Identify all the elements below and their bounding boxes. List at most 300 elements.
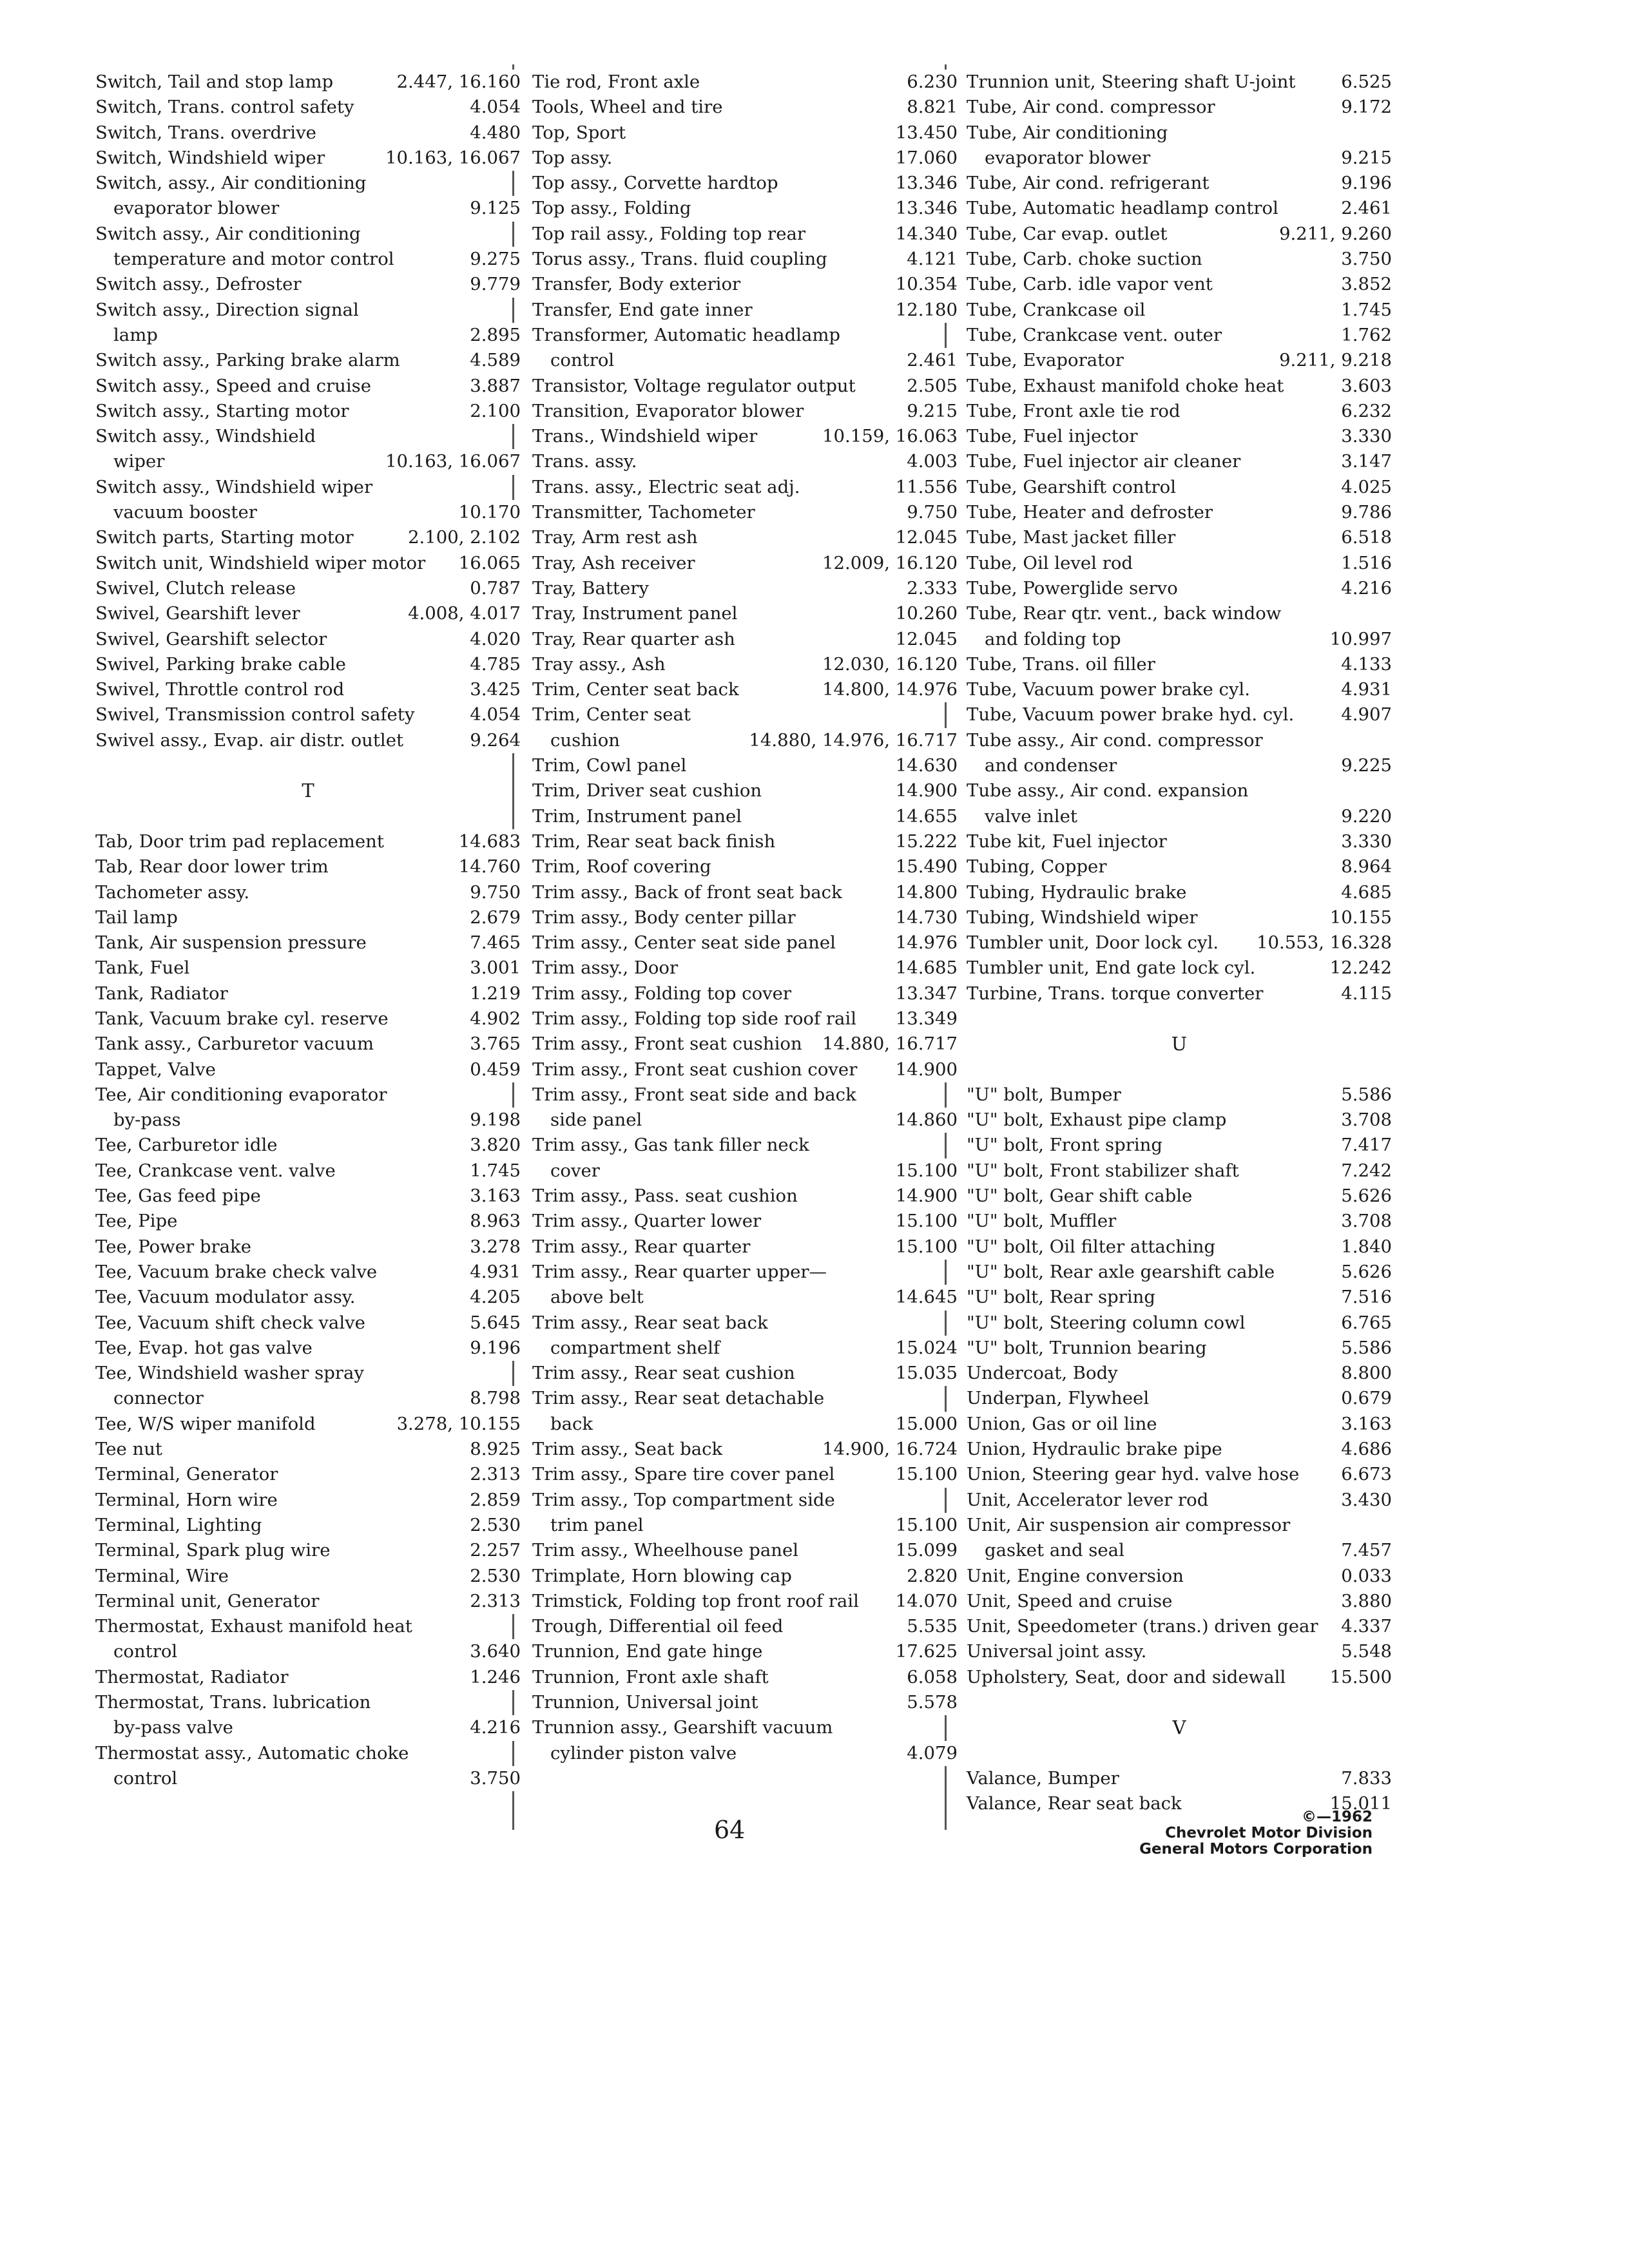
index-entry <box>532 95 958 120</box>
entry-reference: 4.785 <box>466 652 521 677</box>
index-entry-continuation <box>532 1336 958 1361</box>
entry-reference: 3.852 <box>1337 272 1392 297</box>
entry-term: Tube, Heater and defroster <box>967 502 1213 523</box>
entry-term: Trunnion, Front axle shaft <box>532 1666 769 1687</box>
entry-term: Trim, Cowl panel <box>532 755 687 776</box>
index-entry <box>95 1614 521 1639</box>
entry-reference: 10.155 <box>1326 905 1392 930</box>
entry-reference: 7.457 <box>1337 1538 1392 1563</box>
entry-reference: 9.198 <box>466 1108 521 1133</box>
entry-reference: 1.246 <box>466 1665 521 1690</box>
index-column-2 <box>532 70 958 1766</box>
entry-reference: 14.900 <box>892 778 958 803</box>
index-entry <box>967 272 1392 297</box>
index-entry <box>95 348 521 373</box>
index-entry <box>967 70 1392 95</box>
entry-reference: 5.535 <box>903 1614 958 1639</box>
entry-reference: 3.330 <box>1337 829 1392 854</box>
index-entry-continuation <box>95 1386 521 1411</box>
index-entry <box>532 829 958 854</box>
entry-term: Tank, Vacuum brake cyl. reserve <box>95 1008 389 1029</box>
index-entry <box>532 1184 958 1209</box>
entry-reference: 9.172 <box>1337 95 1392 120</box>
entry-term: Trim assy., Folding top side roof rail <box>532 1008 857 1029</box>
entry-reference: 14.685 <box>892 956 958 981</box>
entry-reference: 15.000 <box>892 1412 958 1437</box>
entry-term: Terminal, Wire <box>95 1565 229 1586</box>
entry-reference: 2.461 <box>1337 196 1392 221</box>
index-entry <box>967 1336 1392 1361</box>
index-entry <box>95 1513 521 1538</box>
entry-reference: 15.024 <box>892 1336 958 1361</box>
entry-reference: 15.222 <box>892 829 958 854</box>
entry-term: Terminal, Generator <box>95 1464 278 1485</box>
entry-term: Tee, Carburetor idle <box>95 1135 278 1156</box>
entry-reference: 14.800, 14.976 <box>818 677 958 702</box>
index-entry <box>967 449 1392 474</box>
entry-reference: 5.645 <box>466 1311 521 1336</box>
entry-reference: 4.054 <box>466 95 521 120</box>
entry-term: Trim, Instrument panel <box>532 805 742 827</box>
entry-reference: 4.008, 4.017 <box>404 601 521 626</box>
index-entry-continuation <box>95 247 521 272</box>
entry-term: Tachometer assy. <box>95 881 250 903</box>
index-entry <box>95 1235 521 1260</box>
index-entry <box>95 1564 521 1589</box>
entry-term: Tie rod, Front axle <box>532 72 700 92</box>
index-entry <box>967 525 1392 550</box>
index-entry <box>95 1209 521 1234</box>
index-entry <box>967 1513 1392 1538</box>
entry-reference: 4.902 <box>466 1006 521 1032</box>
entry-reference: 6.058 <box>903 1665 958 1690</box>
spacer <box>967 1057 1392 1082</box>
entry-term: Thermostat, Exhaust manifold heat <box>95 1616 412 1637</box>
entry-reference: 1.745 <box>1337 298 1392 323</box>
entry-term: Valance, Bumper <box>967 1767 1119 1789</box>
entry-reference: 0.679 <box>1337 1386 1392 1411</box>
entry-reference: 14.645 <box>892 1285 958 1310</box>
index-entry <box>967 1412 1392 1437</box>
entry-term: Union, Gas or oil line <box>967 1413 1157 1434</box>
entry-term: Tray assy., Ash <box>532 653 666 675</box>
index-entry <box>95 1690 521 1715</box>
index-entry <box>95 1184 521 1209</box>
index-entry <box>95 1158 521 1184</box>
entry-reference: 17.060 <box>892 146 958 171</box>
index-entry <box>967 196 1392 221</box>
entry-term: back <box>550 1413 593 1434</box>
entry-reference: 10.354 <box>892 272 958 297</box>
entry-reference: 8.800 <box>1337 1361 1392 1386</box>
entry-term: Trunnion assy., Gearshift vacuum <box>532 1717 833 1738</box>
entry-term: Tray, Instrument panel <box>532 603 738 624</box>
index-entry-continuation <box>967 627 1392 652</box>
entry-term: Top assy., Folding <box>532 198 691 219</box>
entry-reference: 4.931 <box>1337 677 1392 702</box>
entry-term: cover <box>550 1160 600 1181</box>
entry-term: Tail lamp <box>95 907 178 928</box>
entry-term: wiper <box>113 451 165 472</box>
entry-term: valve inlet <box>985 805 1077 827</box>
entry-term: Thermostat, Radiator <box>95 1666 289 1687</box>
index-entry <box>532 1386 958 1411</box>
spacer <box>95 753 521 778</box>
entry-term: evaporator blower <box>985 147 1151 168</box>
entry-term: Universal joint assy. <box>967 1641 1147 1662</box>
entry-term: Thermostat, Trans. lubrication <box>95 1692 371 1713</box>
entry-reference: 2.820 <box>903 1564 958 1589</box>
index-entry <box>532 1488 958 1513</box>
entry-term: Trim, Driver seat cushion <box>532 780 762 802</box>
index-entry <box>532 854 958 879</box>
entry-reference: 9.196 <box>1337 171 1392 196</box>
entry-term: Tube, Carb. idle vapor vent <box>967 274 1213 295</box>
index-entry <box>967 880 1392 905</box>
entry-term: Tube, Car evap. outlet <box>967 223 1168 244</box>
index-entry <box>967 424 1392 449</box>
entry-reference: 15.100 <box>892 1513 958 1538</box>
entry-term: Tubing, Copper <box>967 856 1107 878</box>
entry-term: Tube, Trans. oil filler <box>967 653 1155 675</box>
section-letter-heading: V <box>1172 1716 1186 1739</box>
entry-term: Tee, Vacuum shift check valve <box>95 1312 365 1333</box>
entry-term: "U" bolt, Bumper <box>967 1084 1121 1105</box>
index-entry <box>967 1311 1392 1336</box>
entry-reference: 3.765 <box>466 1032 521 1057</box>
entry-reference: 14.900, 16.724 <box>818 1437 958 1462</box>
index-entry <box>532 222 958 247</box>
entry-term: Tube assy., Air cond. expansion <box>967 780 1249 802</box>
index-entry <box>95 652 521 677</box>
entry-reference: 4.337 <box>1337 1614 1392 1639</box>
entry-reference: 3.278, 10.155 <box>393 1412 521 1437</box>
entry-reference: 12.242 <box>1326 956 1392 981</box>
entry-term: Tube, Vacuum power brake cyl. <box>967 679 1250 700</box>
entry-reference: 14.900 <box>892 1184 958 1209</box>
entry-reference: 10.163, 16.067 <box>381 449 521 474</box>
index-entry <box>532 1057 958 1082</box>
entry-term: Trim assy., Pass. seat cushion <box>532 1186 798 1207</box>
entry-term: Tank, Air suspension pressure <box>95 932 367 954</box>
entry-term: Switch assy., Starting motor <box>95 400 349 421</box>
entry-reference: 9.225 <box>1337 753 1392 778</box>
index-entry <box>532 778 958 803</box>
entry-reference: 14.800 <box>892 880 958 905</box>
entry-reference: 8.821 <box>903 95 958 120</box>
entry-reference: 12.045 <box>892 525 958 550</box>
index-entry <box>532 1665 958 1690</box>
entry-reference: 2.859 <box>466 1488 521 1513</box>
index-entry <box>532 1462 958 1487</box>
index-entry <box>967 1158 1392 1184</box>
entry-term: "U" bolt, Steering column cowl <box>967 1312 1246 1333</box>
entry-term: Top assy., Corvette hardtop <box>532 173 778 194</box>
entry-reference: 14.900 <box>892 1057 958 1082</box>
index-entry <box>967 1766 1392 1791</box>
index-entry <box>967 778 1392 803</box>
index-entry-continuation <box>95 196 521 221</box>
index-entry <box>967 829 1392 854</box>
index-entry <box>95 525 521 550</box>
credit-line: Chevrolet Motor Division <box>1165 1825 1373 1841</box>
entry-term: Turbine, Trans. torque converter <box>967 983 1264 1004</box>
index-entry <box>532 1209 958 1234</box>
index-entry <box>532 880 958 905</box>
entry-reference: 17.625 <box>892 1639 958 1664</box>
entry-reference: 4.685 <box>1337 880 1392 905</box>
index-entry-continuation <box>532 1513 958 1538</box>
entry-term: "U" bolt, Rear axle gearshift cable <box>967 1261 1275 1282</box>
index-entry <box>95 1488 521 1513</box>
entry-reference: 0.459 <box>466 1057 521 1082</box>
entry-term: Trim assy., Folding top cover <box>532 983 792 1004</box>
entry-reference: 8.925 <box>466 1437 521 1462</box>
index-entry <box>967 1108 1392 1133</box>
entry-term: Upholstery, Seat, door and sidewall <box>967 1666 1286 1687</box>
entry-term: Trimplate, Horn blowing cap <box>532 1565 792 1586</box>
index-entry <box>532 576 958 601</box>
entry-reference: 4.003 <box>903 449 958 474</box>
index-entry <box>532 323 958 348</box>
entry-reference: 12.009, 16.120 <box>818 551 958 576</box>
entry-term: Trim assy., Center seat side panel <box>532 932 836 954</box>
index-entry <box>95 1336 521 1361</box>
index-entry <box>967 1260 1392 1285</box>
index-entry <box>95 981 521 1006</box>
entry-term: Switch, Trans. control safety <box>95 97 354 118</box>
index-entry <box>967 1386 1392 1411</box>
index-entry <box>95 551 521 576</box>
index-entry <box>532 475 958 500</box>
entry-reference: 9.750 <box>466 880 521 905</box>
entry-reference: 9.750 <box>903 500 958 525</box>
entry-reference: 13.349 <box>892 1006 958 1032</box>
entry-term: Trunnion unit, Steering shaft U-joint <box>967 72 1296 92</box>
entry-term: Trunnion, End gate hinge <box>532 1641 763 1662</box>
entry-term: cushion <box>550 729 620 751</box>
index-entry <box>95 1361 521 1386</box>
index-entry <box>532 399 958 424</box>
index-entry <box>532 171 958 196</box>
entry-term: Union, Hydraulic brake pipe <box>967 1439 1222 1460</box>
index-entry <box>95 1741 521 1766</box>
entry-term: compartment shelf <box>550 1337 720 1358</box>
index-entry <box>95 1082 521 1108</box>
entry-reference: 10.997 <box>1326 627 1392 652</box>
entry-reference: 2.461 <box>903 348 958 373</box>
entry-term: Switch, Trans. overdrive <box>95 122 316 143</box>
entry-term: Undercoat, Body <box>967 1363 1118 1384</box>
entry-term: "U" bolt, Front spring <box>967 1135 1162 1156</box>
entry-reference: 3.147 <box>1337 449 1392 474</box>
entry-reference: 3.430 <box>1337 1488 1392 1513</box>
entry-term: control <box>113 1767 178 1789</box>
index-entry <box>95 930 521 956</box>
index-entry <box>532 804 958 829</box>
entry-reference: 7.465 <box>466 930 521 956</box>
entry-reference: 4.121 <box>903 247 958 272</box>
entry-term: Swivel, Gearshift lever <box>95 603 300 624</box>
index-entry <box>95 1285 521 1310</box>
entry-reference: 3.880 <box>1337 1589 1392 1614</box>
entry-term: Trim assy., Back of front seat back <box>532 881 842 903</box>
entry-reference: 10.170 <box>455 500 521 525</box>
entry-term: Trough, Differential oil feed <box>532 1616 784 1637</box>
entry-term: by-pass <box>113 1110 181 1131</box>
entry-term: Switch, Windshield wiper <box>95 147 325 168</box>
entry-term: Tube, Fuel injector <box>967 426 1138 447</box>
entry-term: Tube, Air conditioning <box>967 122 1168 143</box>
entry-reference: 2.100, 2.102 <box>404 525 521 550</box>
index-entry <box>95 1665 521 1690</box>
entry-term: Tee, Gas feed pipe <box>95 1186 261 1207</box>
entry-reference: 14.730 <box>892 905 958 930</box>
entry-reference: 4.025 <box>1337 475 1392 500</box>
index-entry <box>532 374 958 399</box>
index-entry <box>95 1437 521 1462</box>
entry-reference: 3.603 <box>1337 374 1392 399</box>
entry-reference: 9.264 <box>466 728 521 753</box>
index-entry <box>532 1614 958 1639</box>
index-entry-continuation <box>967 753 1392 778</box>
entry-reference: 1.219 <box>466 981 521 1006</box>
entry-term: Swivel, Transmission control safety <box>95 704 415 726</box>
entry-term: Transmitter, Tachometer <box>532 502 755 523</box>
index-entry <box>967 981 1392 1006</box>
index-entry <box>967 399 1392 424</box>
entry-reference: 6.230 <box>903 70 958 95</box>
entry-term: Valance, Rear seat back <box>967 1793 1182 1814</box>
index-entry <box>532 551 958 576</box>
index-entry <box>95 627 521 652</box>
index-entry <box>532 677 958 702</box>
entry-reference: 5.626 <box>1337 1184 1392 1209</box>
entry-term: Trim assy., Door <box>532 957 679 979</box>
entry-term: Transition, Evaporator blower <box>532 400 804 421</box>
entry-term: Thermostat assy., Automatic choke <box>95 1742 409 1763</box>
entry-term: evaporator blower <box>113 198 280 219</box>
page-number: 64 <box>714 1816 746 1844</box>
entry-term: Tube kit, Fuel injector <box>967 831 1167 852</box>
entry-reference: 12.045 <box>892 627 958 652</box>
entry-term: Trim assy., Spare tire cover panel <box>532 1464 835 1485</box>
section-letter-heading: T <box>302 780 314 802</box>
section-letter-heading: U <box>1171 1033 1188 1055</box>
index-entry-continuation <box>532 728 958 753</box>
entry-term: Tee, Vacuum brake check valve <box>95 1261 378 1282</box>
index-entry-continuation <box>95 1108 521 1133</box>
entry-term: Switch parts, Starting motor <box>95 527 354 548</box>
entry-term: Terminal, Spark plug wire <box>95 1540 331 1561</box>
entry-reference: 5.626 <box>1337 1260 1392 1285</box>
entry-term: Unit, Engine conversion <box>967 1565 1184 1586</box>
index-entry <box>532 702 958 727</box>
index-entry <box>967 1133 1392 1158</box>
entry-reference: 2.895 <box>466 323 521 348</box>
index-entry <box>95 222 521 247</box>
index-entry-continuation <box>532 1741 958 1766</box>
entry-term: "U" bolt, Trunnion bearing <box>967 1337 1207 1358</box>
index-entry <box>95 374 521 399</box>
entry-reference: 7.242 <box>1337 1158 1392 1184</box>
index-entry <box>532 1361 958 1386</box>
index-entry <box>532 298 958 323</box>
entry-term: Switch assy., Parking brake alarm <box>95 350 400 371</box>
index-entry <box>532 1311 958 1336</box>
entry-term: Trim, Center seat <box>532 704 691 726</box>
index-entry <box>967 1184 1392 1209</box>
entry-term: Trim assy., Rear seat back <box>532 1312 768 1333</box>
entry-term: cylinder piston valve <box>550 1742 737 1763</box>
entry-reference: 3.330 <box>1337 424 1392 449</box>
entry-reference: 15.500 <box>1326 1665 1392 1690</box>
entry-reference: 4.020 <box>466 627 521 652</box>
entry-reference: 7.516 <box>1337 1285 1392 1310</box>
index-entry <box>967 576 1392 601</box>
index-entry <box>967 677 1392 702</box>
index-entry-continuation <box>95 1715 521 1740</box>
entry-term: Trim assy., Body center pillar <box>532 907 796 928</box>
entry-term: Unit, Air suspension air compressor <box>967 1514 1291 1535</box>
index-entry <box>532 627 958 652</box>
index-entry <box>967 930 1392 956</box>
entry-term: Tee, Air conditioning evaporator <box>95 1084 387 1105</box>
index-entry <box>95 120 521 146</box>
entry-term: Tee, Crankcase vent. valve <box>95 1160 336 1181</box>
entry-term: Tubing, Hydraulic brake <box>967 881 1187 903</box>
entry-term: Tube, Crankcase oil <box>967 299 1146 320</box>
entry-term: Switch, Tail and stop lamp <box>95 72 334 92</box>
index-entry <box>967 1614 1392 1639</box>
index-entry-continuation <box>95 500 521 525</box>
entry-term: Transfer, End gate inner <box>532 299 753 320</box>
index-entry <box>95 576 521 601</box>
entry-term: Trim assy., Top compartment side <box>532 1489 835 1510</box>
entry-term: Trim assy., Rear quarter <box>532 1236 751 1257</box>
entry-reference: 14.860 <box>892 1108 958 1133</box>
entry-term: lamp <box>113 324 158 345</box>
entry-reference: 14.340 <box>892 222 958 247</box>
index-entry <box>967 247 1392 272</box>
entry-term: Tube, Powerglide servo <box>967 577 1178 599</box>
entry-term: above belt <box>550 1287 644 1308</box>
entry-term: Tube, Front axle tie rod <box>967 400 1181 421</box>
entry-reference: 9.211, 9.218 <box>1275 348 1392 373</box>
entry-term: Torus assy., Trans. fluid coupling <box>532 249 827 270</box>
index-entry <box>532 247 958 272</box>
entry-term: Trim assy., Front seat cushion cover <box>532 1059 858 1080</box>
index-entry <box>95 1462 521 1487</box>
entry-term: Tube, Evaporator <box>967 350 1124 371</box>
index-entry <box>95 1589 521 1614</box>
entry-reference: 14.880, 14.976, 16.717 <box>745 728 958 753</box>
index-entry <box>532 930 958 956</box>
entry-term: side panel <box>550 1110 642 1131</box>
index-entry <box>967 374 1392 399</box>
index-entry <box>95 728 521 753</box>
entry-term: Tube, Gearshift control <box>967 476 1177 497</box>
entry-term: control <box>113 1641 178 1662</box>
index-entry <box>532 1437 958 1462</box>
entry-reference: 3.425 <box>466 677 521 702</box>
entry-reference: 9.275 <box>466 247 521 272</box>
entry-term: "U" bolt, Front stabilizer shaft <box>967 1160 1239 1181</box>
entry-term: Tube, Oil level rod <box>967 552 1133 573</box>
entry-term: Tee, Evap. hot gas valve <box>95 1337 313 1358</box>
entry-reference: 4.589 <box>466 348 521 373</box>
index-entry <box>967 551 1392 576</box>
